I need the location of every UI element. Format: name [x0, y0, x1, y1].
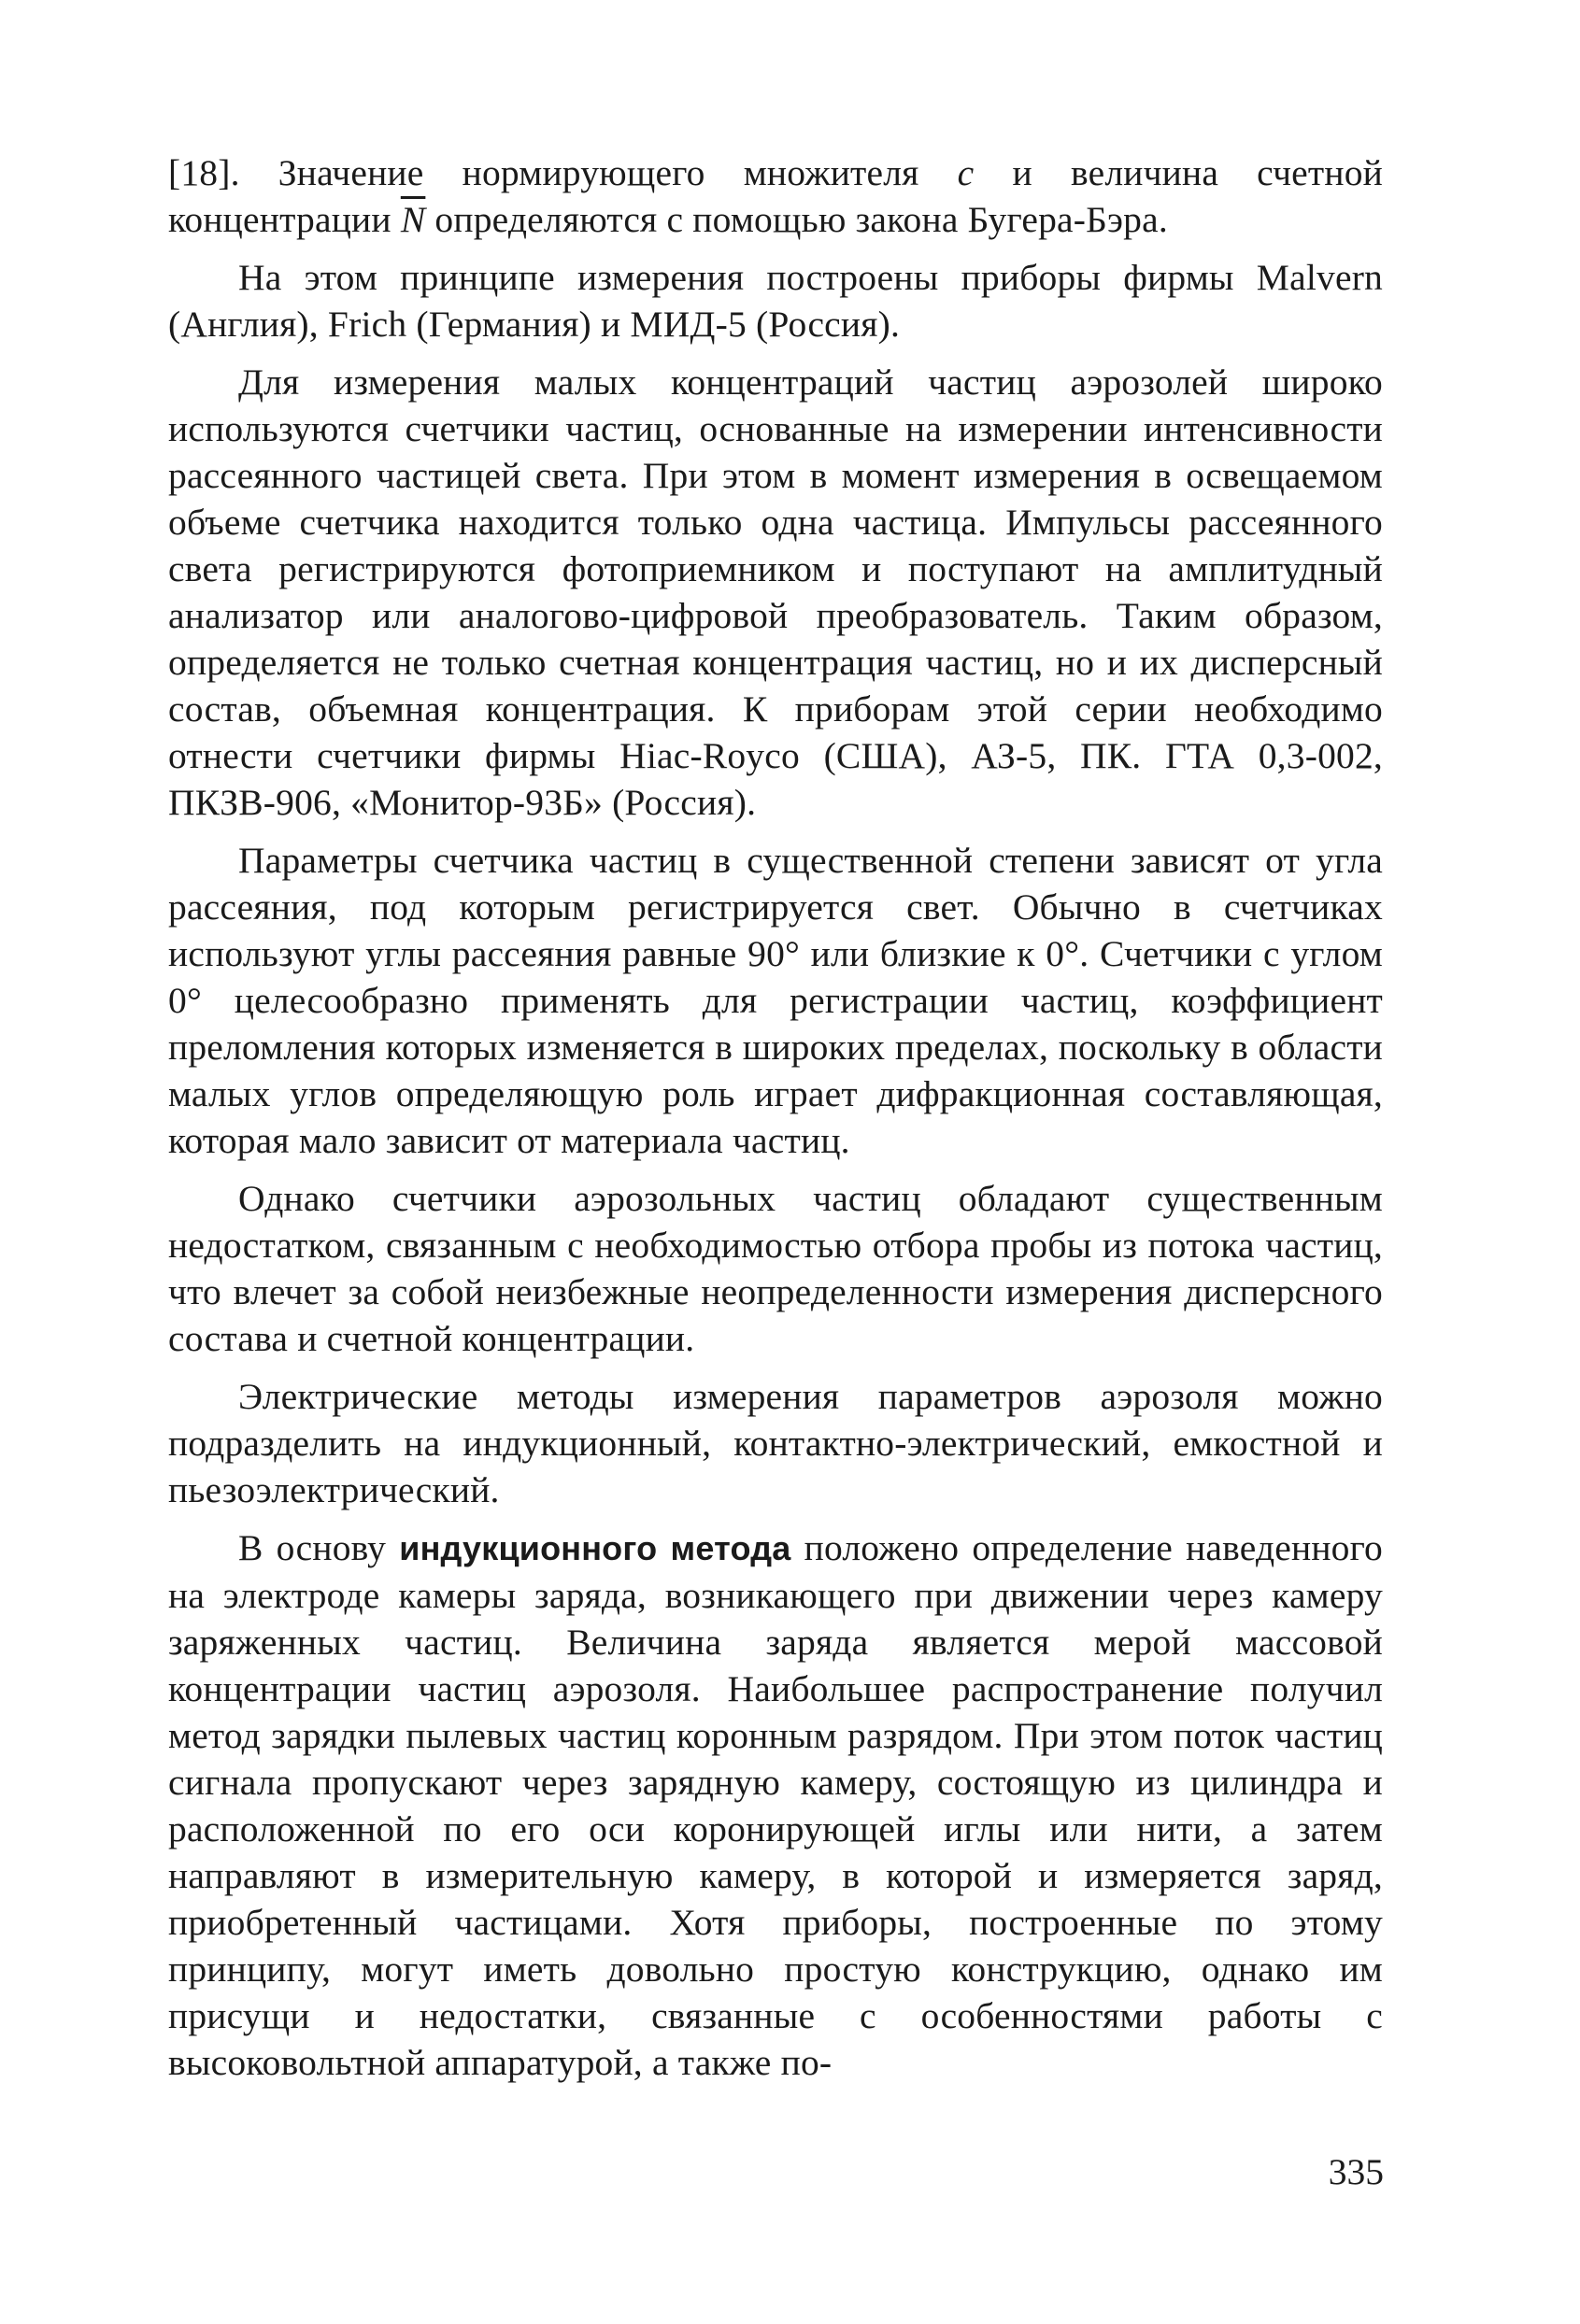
paragraph-6: Электрические методы измерения параметров аэрозоля можно подразделить на индукционный, контактно-электрический, емкостной и пьезоэлектрический. [168, 1376, 1383, 1510]
page-body [168, 149, 1383, 2086]
paragraph-7-text-b: положено определение наведенного на электроде камеры заряда, возникающего при движении через камеру заряженных частиц. Величина заряда является мерой массовой концентрации частиц аэрозоля. Наибольшее распространение получил метод зарядки пылевых частиц коронным разрядом. При этом поток частиц сигнала пропускают через зарядную камеру, состоящую из цилиндра и расположенной по его оси коронирующей иглы или нити, а затем направляют в измерительную камеру, в которой и измеряется заряд, приобретенный частицами. Хотя приборы, построенные по этому принципу, могут иметь довольно простую конструкцию, однако им присущи и недостатки, связанные с особенностями работы с высоковольтной аппаратурой, а также по- [168, 1527, 1383, 2083]
paragraph-7 [168, 1524, 1383, 2086]
paragraph-4: Параметры счетчика частиц в существенной степени зависят от угла рассеяния, под которым регистрируется свет. Обычно в счетчиках используют углы рассеяния равные 90° или близкие к 0°. Счетчики с углом 0° целесообразно применять для регистрации частиц, коэффициент преломления которых изменяется в широких пределах, поскольку в области малых углов определяющую роль играет дифракционная составляющая, которая мало зависит от материала частиц. [168, 840, 1383, 1161]
multiplier-symbol: c [957, 152, 975, 193]
paragraph-5: Однако счетчики аэрозольных частиц обладают существенным недостатком, связанным с необходимостью отбора пробы из потока частиц, что влечет за собой неизбежные неопределенности измерения дисперсного состава и счетной концентрации. [168, 1178, 1383, 1359]
paragraph-1 [168, 149, 1383, 243]
paragraph-1-text-a: [18]. Значение нормирующего множителя [168, 152, 958, 193]
paragraph-1-text-c: определяются с помощью закона Бугера-Бэра. [425, 199, 1168, 240]
concentration-symbol: $\overline{N}$ [400, 199, 426, 240]
paragraph-7-text-a: В основу [238, 1527, 400, 1568]
page-number: 335 [1328, 2151, 1384, 2192]
paragraph-3: Для измерения малых концентраций частиц аэрозолей широко используются счетчики частиц, основанные на измерении интенсивности рассеянного частицей света. При этом в момент измерения в освещаемом объеме счетчика находится только одна частица. Импульсы рассеянного света регистрируются фотоприемником и поступают на амплитудный анализатор или аналогово-цифровой преобразователь. Таким образом, определяется не только счетная концентрация частиц, но и их дисперсный состав, объемная концентрация. К приборам этой серии необходимо отнести счетчики фирмы Hiac-Royco (США), АЗ-5, ПК. ГТА 0,3-002, ПКЗВ-906, «Монитор-93Б» (Россия). [168, 361, 1383, 823]
induction-method-term: индукционного метода [399, 1529, 791, 1567]
paragraph-1-text-b: и величина счетной концентрации [168, 152, 1384, 240]
paragraph-2: На этом принципе измерения построены приборы фирмы Malvern (Англия), Frich (Германия) и МИД-5 (Россия). [168, 257, 1383, 345]
